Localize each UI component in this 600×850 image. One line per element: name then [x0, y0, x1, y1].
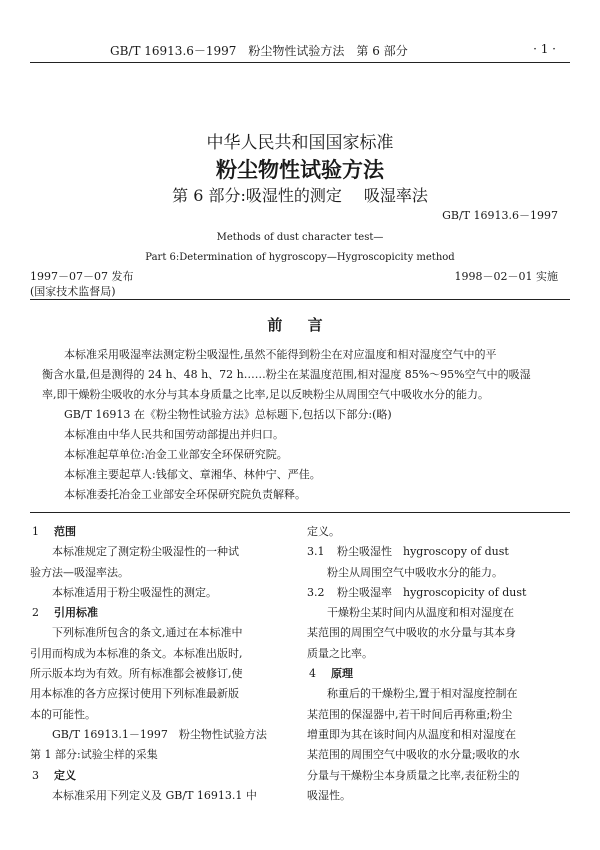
section-number: 4 [309, 667, 316, 681]
header-rule [30, 62, 570, 63]
body-line: 某范围的保湿器中,若干时间后再称重;粉尘 [307, 707, 513, 721]
subtitle-part: 第 6 部分:吸湿性的测定 [172, 186, 342, 205]
running-header-title: GB/T 16913.6－1997 粉尘物性试验方法 第 6 部分 [110, 44, 408, 58]
body-line: 用本标准的各方应探讨使用下列标准最新版 [30, 687, 239, 701]
subtitle-method: 吸湿率法 [363, 186, 428, 205]
foreword-line: 本标准主要起草人:钱郁文、章湘华、林仲宁、严佳。 [64, 468, 321, 481]
document-title: 粉尘物性试验方法 [216, 157, 384, 182]
issue-date: 1997－07－07 发布 [30, 270, 134, 283]
foreword-rule [30, 512, 570, 513]
body-line: 下列标准所包含的条文,通过在本标准中 [52, 626, 243, 640]
body-line: 本标准采用下列定义及 GB/T 16913.1 中 [52, 788, 257, 802]
foreword-line: 本标准由中华人民共和国劳动部提出并归口。 [64, 428, 284, 441]
english-title-line-2: Part 6:Determination of hygroscopy—Hygroscopicity method [145, 252, 455, 263]
body-line: 增重即为其在该时间内从温度和相对湿度在 [307, 727, 516, 741]
body-line: 吸湿性。 [307, 788, 351, 802]
section-heading [30, 522, 287, 542]
page-number: · 1 · [533, 42, 556, 56]
body-line: 某范围的周围空气中吸收的水分量与其本身 [307, 626, 516, 640]
section-number: 2 [32, 606, 39, 620]
body-line: 粉尘从周围空气中吸收水分的能力。 [327, 565, 503, 579]
title-block-rule [30, 299, 570, 300]
english-title-line-1: Methods of dust character test— [216, 232, 384, 243]
subsection-heading [307, 583, 569, 603]
foreword-title: 前 言 [267, 316, 333, 334]
body-right-column [307, 522, 569, 806]
section-title: 原理 [331, 667, 353, 681]
body-line: 本标准规定了测定粉尘吸湿性的一种试 [52, 545, 239, 559]
section-heading [307, 664, 569, 684]
body-line: 称重后的干燥粉尘,置于相对湿度控制在 [327, 687, 518, 701]
subsection-number: 3.2 [307, 585, 325, 599]
subsection-title: 粉尘吸湿率 hygroscopicity of dust [337, 585, 527, 599]
body-line: 质量之比率。 [307, 646, 373, 660]
foreword-line: 率,即干燥粉尘吸收的水分与其本身质量之比率,足以反映粉尘从周围空气中吸收水分的能力。 [42, 388, 489, 401]
foreword-line: 本标准采用吸湿率法测定粉尘吸湿性,虽然不能得到粉尘在对应温度和相对湿度空气中的平 [64, 348, 497, 361]
subsection-title: 粉尘吸湿性 hygroscopy of dust [337, 545, 509, 559]
foreword-line: 本标准起草单位:冶金工业部安全环保研究院。 [64, 448, 288, 461]
issuing-authority: (国家技术监督局) [30, 285, 116, 298]
body-line: 引用而构成为本标准的条文。本标准出版时, [30, 646, 243, 660]
standard-number: GB/T 16913.6－1997 [442, 209, 558, 222]
section-number: 1 [32, 525, 39, 538]
subsection-heading [307, 542, 569, 562]
foreword-body [42, 345, 568, 505]
body-left-column [30, 522, 287, 806]
body-line: 本的可能性。 [30, 707, 96, 721]
section-number: 3 [32, 768, 39, 782]
reference-line: GB/T 16913.1－1997 粉尘物性试验方法 [52, 727, 267, 741]
body-line: 所示版本均为有效。所有标准都会被修订,使 [30, 667, 243, 681]
body-line: 某范围的周围空气中吸收的水分量;吸收的水 [307, 748, 520, 762]
section-heading [30, 766, 287, 786]
section-title: 定义 [54, 768, 76, 782]
section-title: 引用标准 [54, 606, 98, 620]
foreword-line: 衡含水量,但是测得的 24 h、48 h、72 h……粉尘在某温度范围,相对湿度 85%～95%空气中的吸湿 [42, 368, 531, 381]
body-line: 定义。 [307, 525, 340, 538]
reference-line: 第 1 部分:试验尘样的采集 [30, 748, 158, 762]
national-standard-heading: 中华人民共和国国家标准 [206, 133, 394, 153]
implementation-date: 1998－02－01 实施 [454, 270, 558, 283]
body-line: 本标准适用于粉尘吸湿性的测定。 [52, 585, 217, 599]
body-line: 验方法—吸湿率法。 [30, 565, 129, 579]
document-subtitle [0, 183, 600, 206]
subsection-number: 3.1 [307, 545, 325, 559]
foreword-line: 本标准委托冶金工业部安全环保研究院负责解释。 [64, 488, 306, 501]
foreword-line: GB/T 16913 在《粉尘物性试验方法》总标题下,包括以下部分:(略) [64, 408, 392, 421]
section-title: 范围 [54, 525, 76, 538]
body-line: 干燥粉尘某时间内从温度和相对湿度在 [327, 606, 514, 620]
body-line: 分量与干燥粉尘本身质量之比率,表征粉尘的 [307, 768, 520, 782]
section-heading [30, 603, 287, 623]
